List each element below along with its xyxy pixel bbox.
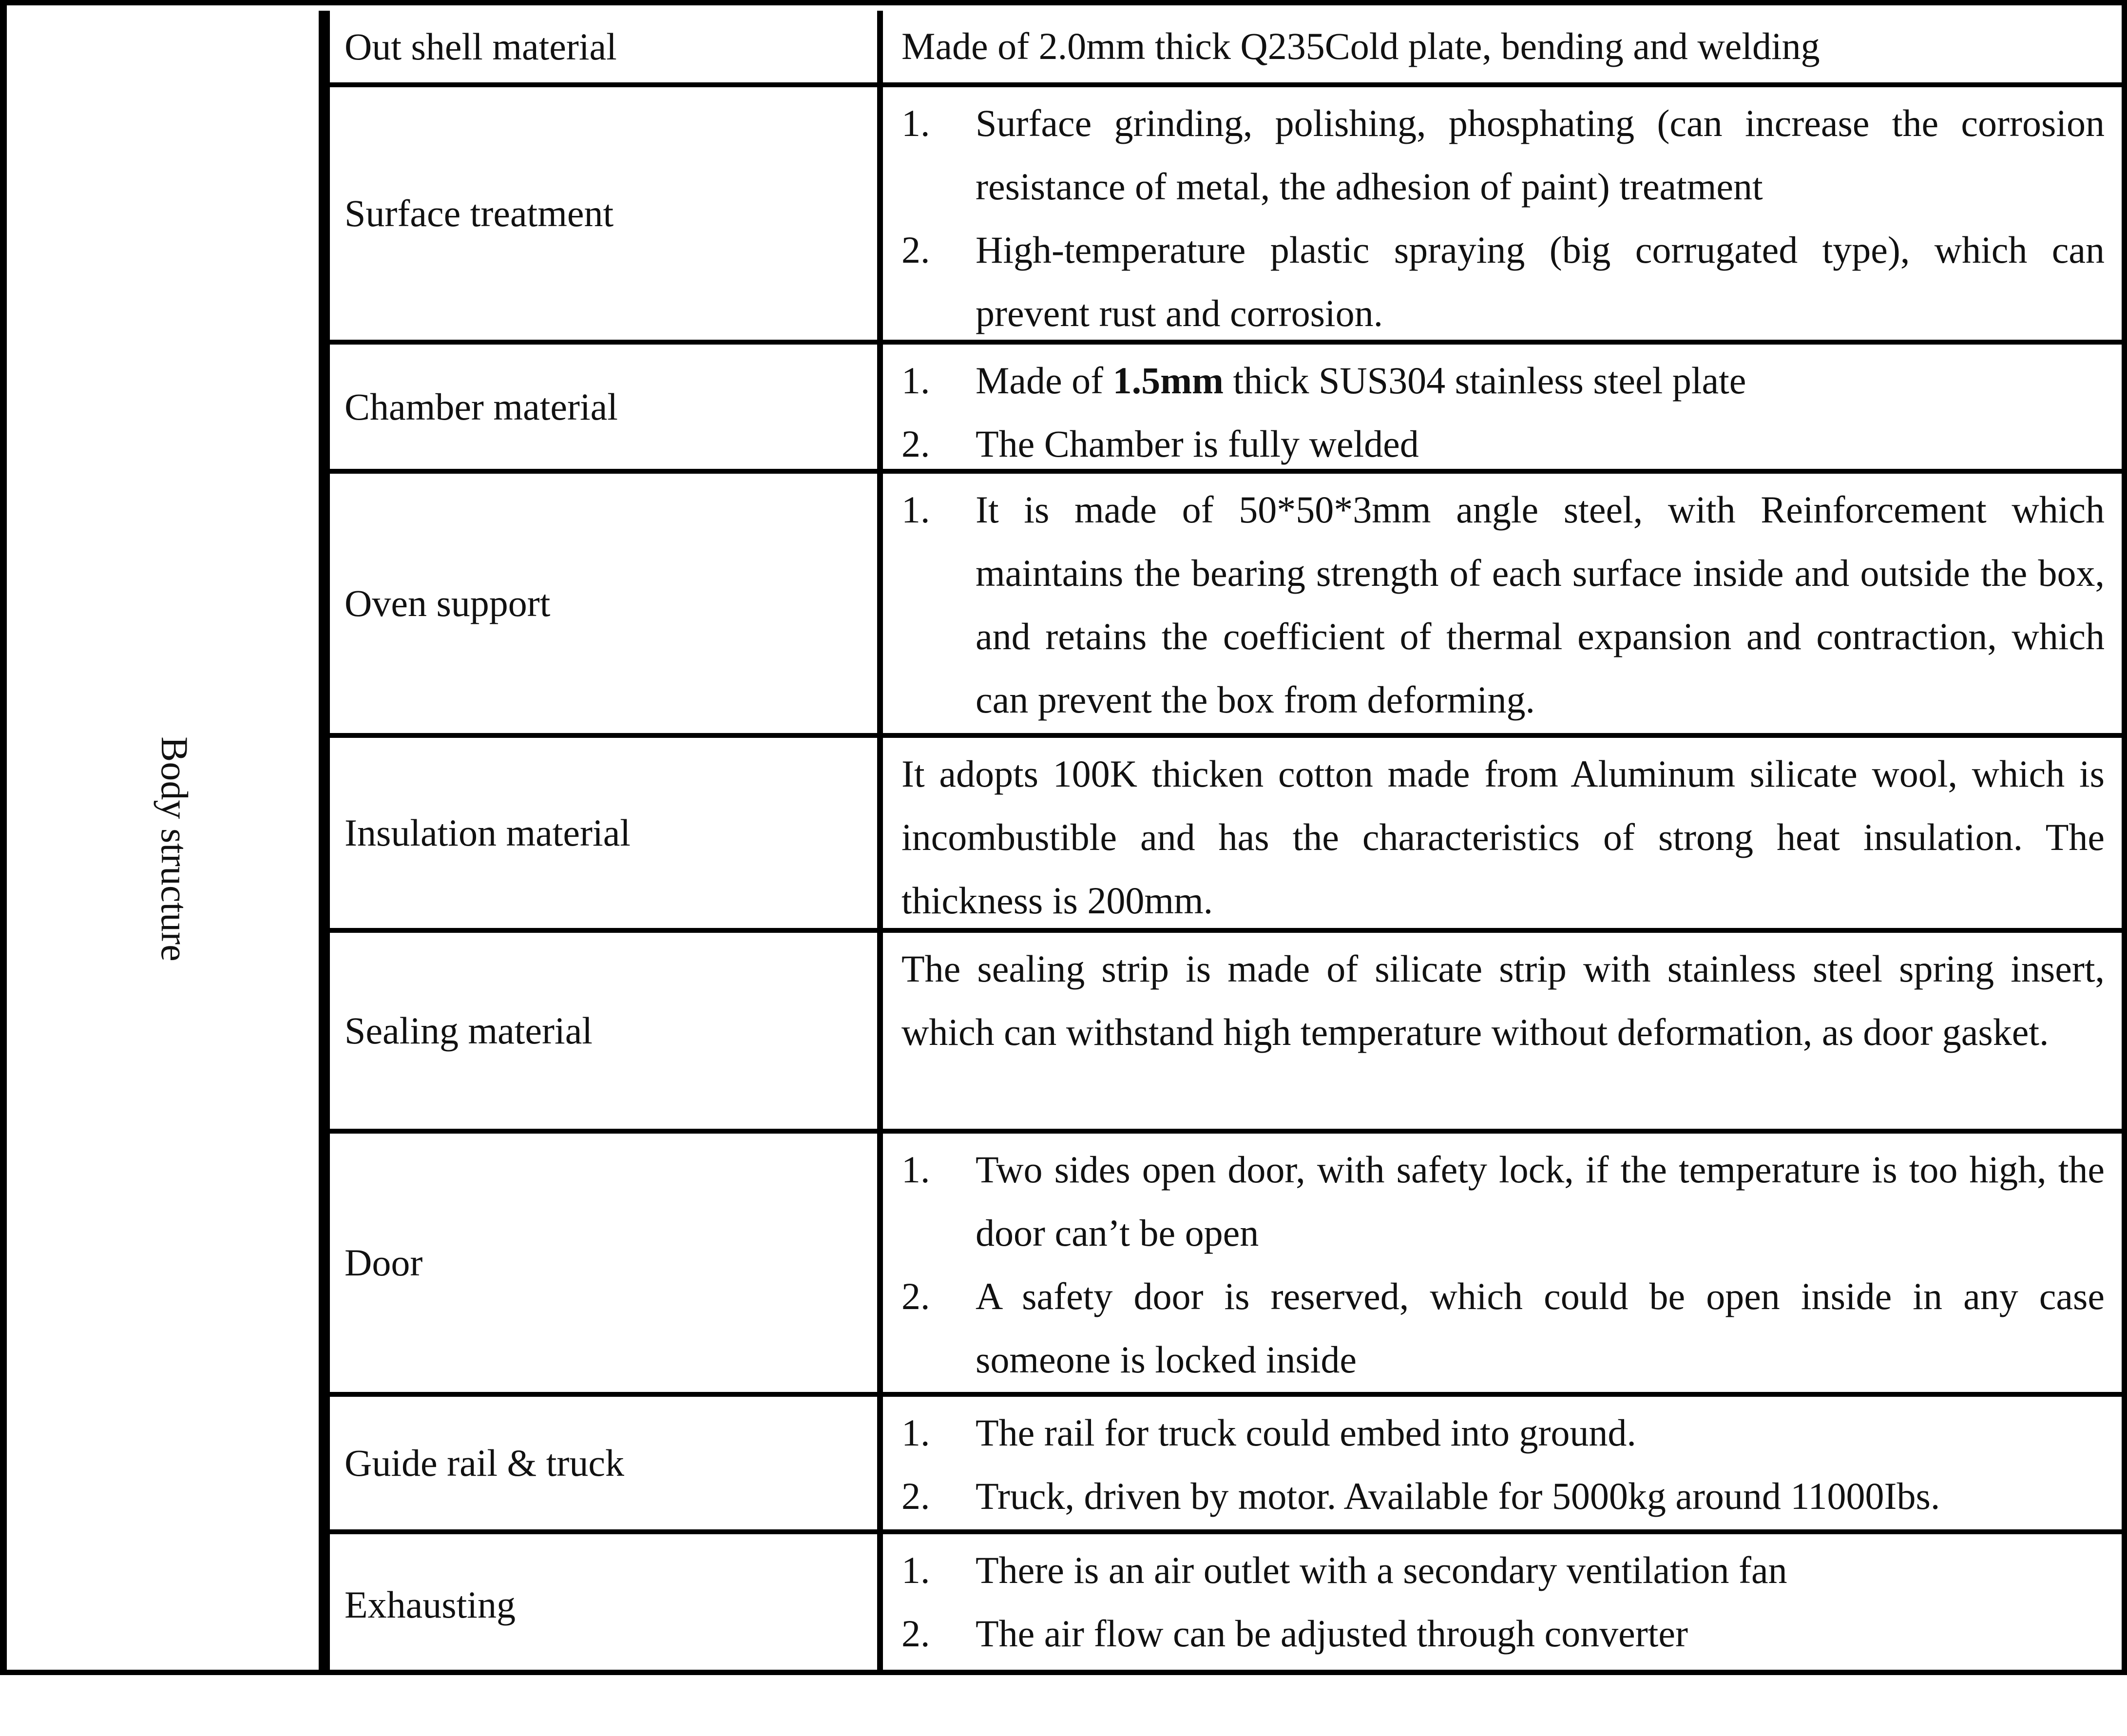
item-text: It is made of 50*50*3mm angle steel, with Reinforcement which maintains the bearing strength of each surface inside and outside the box, and retains the coefficient of thermal expansion and contraction, which can prevent the box from deforming. [976, 488, 2105, 721]
row-label: Sealing material [345, 1009, 593, 1052]
item-number: 2. [901, 423, 930, 465]
label-cell [325, 933, 883, 1134]
description-text: The sealing strip is made of silicate strip with stainless steel spring insert, which can withstand high temperature without deformation, as door gasket. [901, 947, 2105, 1053]
description-cell [883, 1534, 2123, 1675]
item-number: 2. [901, 1475, 930, 1517]
label-cell [325, 345, 883, 474]
item-text: The rail for truck could embed into ground. [976, 1411, 1636, 1454]
list-item [901, 1138, 2105, 1265]
item-number: 1. [901, 102, 930, 144]
list-item [901, 1465, 2105, 1528]
description-cell [883, 345, 2123, 474]
numbered-list [883, 474, 2123, 732]
row-label: Exhausting [345, 1583, 516, 1626]
row-label: Chamber material [345, 385, 618, 428]
item-text-pre: Made of [976, 359, 1113, 402]
label-cell [325, 1534, 883, 1675]
description-cell [883, 1134, 2123, 1397]
item-text: Truck, driven by motor. Available for 5000kg around 11000Ibs. [976, 1475, 1940, 1517]
description-cell [883, 474, 2123, 738]
list-item [901, 1602, 2105, 1665]
label-cell [325, 1134, 883, 1397]
list-item [901, 92, 2105, 218]
list-item [901, 218, 2105, 345]
item-text: There is an air outlet with a secondary ventilation fan [976, 1549, 1787, 1591]
row-label: Oven support [345, 582, 551, 624]
item-text: High-temperature plastic spraying (big corrugated type), which can prevent rust and corrosion. [976, 229, 2105, 334]
list-item [901, 1401, 2105, 1465]
item-text: Surface grinding, polishing, phosphating (can increase the corrosion resistance of metal, the adhesion of paint) treatment [976, 102, 2105, 208]
numbered-list [883, 1397, 2123, 1528]
description-cell [883, 87, 2123, 345]
item-number: 1. [901, 488, 930, 531]
item-number: 1. [901, 1148, 930, 1191]
item-text-post: thick SUS304 stainless steel plate [1224, 359, 1746, 402]
description-cell [883, 11, 2123, 87]
section-cell [14, 11, 325, 1675]
row-label: Out shell material [345, 25, 617, 68]
numbered-list [883, 1534, 2123, 1665]
description-cell [883, 1397, 2123, 1534]
label-cell [325, 474, 883, 738]
spec-grid [325, 11, 2123, 1675]
item-text: The Chamber is fully welded [976, 423, 1419, 465]
item-number: 1. [901, 1411, 930, 1454]
item-number: 1. [901, 359, 930, 402]
numbered-list [883, 1134, 2123, 1391]
label-cell [325, 87, 883, 345]
row-label: Guide rail & truck [345, 1442, 624, 1484]
label-cell [325, 738, 883, 933]
list-item [901, 1539, 2105, 1602]
section-label: Body structure [153, 736, 196, 962]
list-item [901, 412, 2105, 474]
row-label: Insulation material [345, 811, 631, 854]
item-text: A safety door is reserved, which could be open inside in any case someone is locked inside [976, 1275, 2105, 1381]
row-label: Surface treatment [345, 192, 614, 234]
item-number: 2. [901, 1275, 930, 1317]
label-cell [325, 11, 883, 87]
description-cell [883, 933, 2123, 1134]
numbered-list [883, 87, 2123, 345]
label-cell [325, 1397, 883, 1534]
list-item [901, 478, 2105, 732]
description-text: Made of 2.0mm thick Q235Cold plate, bending and welding [901, 25, 1820, 67]
list-item [901, 1265, 2105, 1391]
item-number: 2. [901, 1612, 930, 1655]
item-number: 2. [901, 229, 930, 271]
item-number: 1. [901, 1549, 930, 1591]
item-text-bold: 1.5mm [1112, 359, 1224, 402]
item-text: The air flow can be adjusted through converter [976, 1612, 1688, 1655]
item-text: Two sides open door, with safety lock, if the temperature is too high, the door can’t be open [976, 1148, 2105, 1254]
list-item [901, 349, 2105, 412]
description-cell [883, 738, 2123, 933]
item-text [976, 349, 2105, 412]
row-label: Door [345, 1241, 423, 1284]
numbered-list [883, 345, 2123, 474]
description-text: It adopts 100K thicken cotton made from Aluminum silicate wool, which is incombustible and has the characteristics of strong heat insulation. The thickness is 200mm. [901, 752, 2105, 922]
